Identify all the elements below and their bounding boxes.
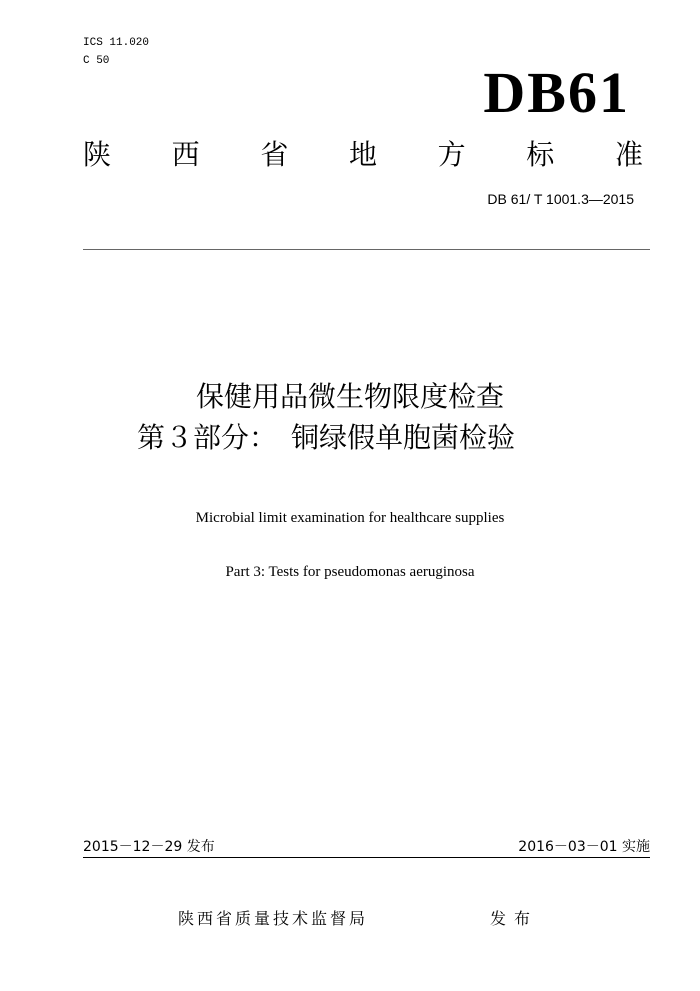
- db-code-logo: DB61: [483, 60, 630, 125]
- issuing-authority: 陕西省质量技术监督局: [178, 909, 369, 928]
- publish-label: 发布: [490, 909, 539, 928]
- standard-type-char: 地: [348, 138, 377, 171]
- footer-divider: [83, 857, 650, 858]
- standard-type-char: 陕: [83, 138, 112, 171]
- standard-type-char: 标: [526, 138, 555, 171]
- implementation-date: 2016－03－01 实施: [518, 839, 650, 855]
- title-english-main: Microbial limit examination for healthcare supplies: [195, 510, 505, 526]
- title-chinese-part: 第３部分： 铜绿假单胞菌检验: [137, 421, 516, 454]
- header-divider: [83, 249, 650, 250]
- title-chinese-main: 保健用品微生物限度检查: [195, 380, 504, 413]
- standard-type-char: 省: [260, 138, 289, 171]
- issue-date: 2015－12－29 发布: [83, 839, 215, 855]
- standard-type: [83, 138, 643, 172]
- standard-type-char: 西: [171, 138, 200, 171]
- standard-type-char: 方: [437, 138, 466, 171]
- ccs-code: C 50: [83, 55, 110, 67]
- standard-number: DB 61/ T 1001.3—2015: [487, 191, 634, 207]
- ics-code: ICS 11.020: [83, 37, 150, 49]
- title-english-part: Part 3: Tests for pseudomonas aeruginosa: [225, 564, 475, 580]
- standard-type-char: 准: [614, 138, 643, 171]
